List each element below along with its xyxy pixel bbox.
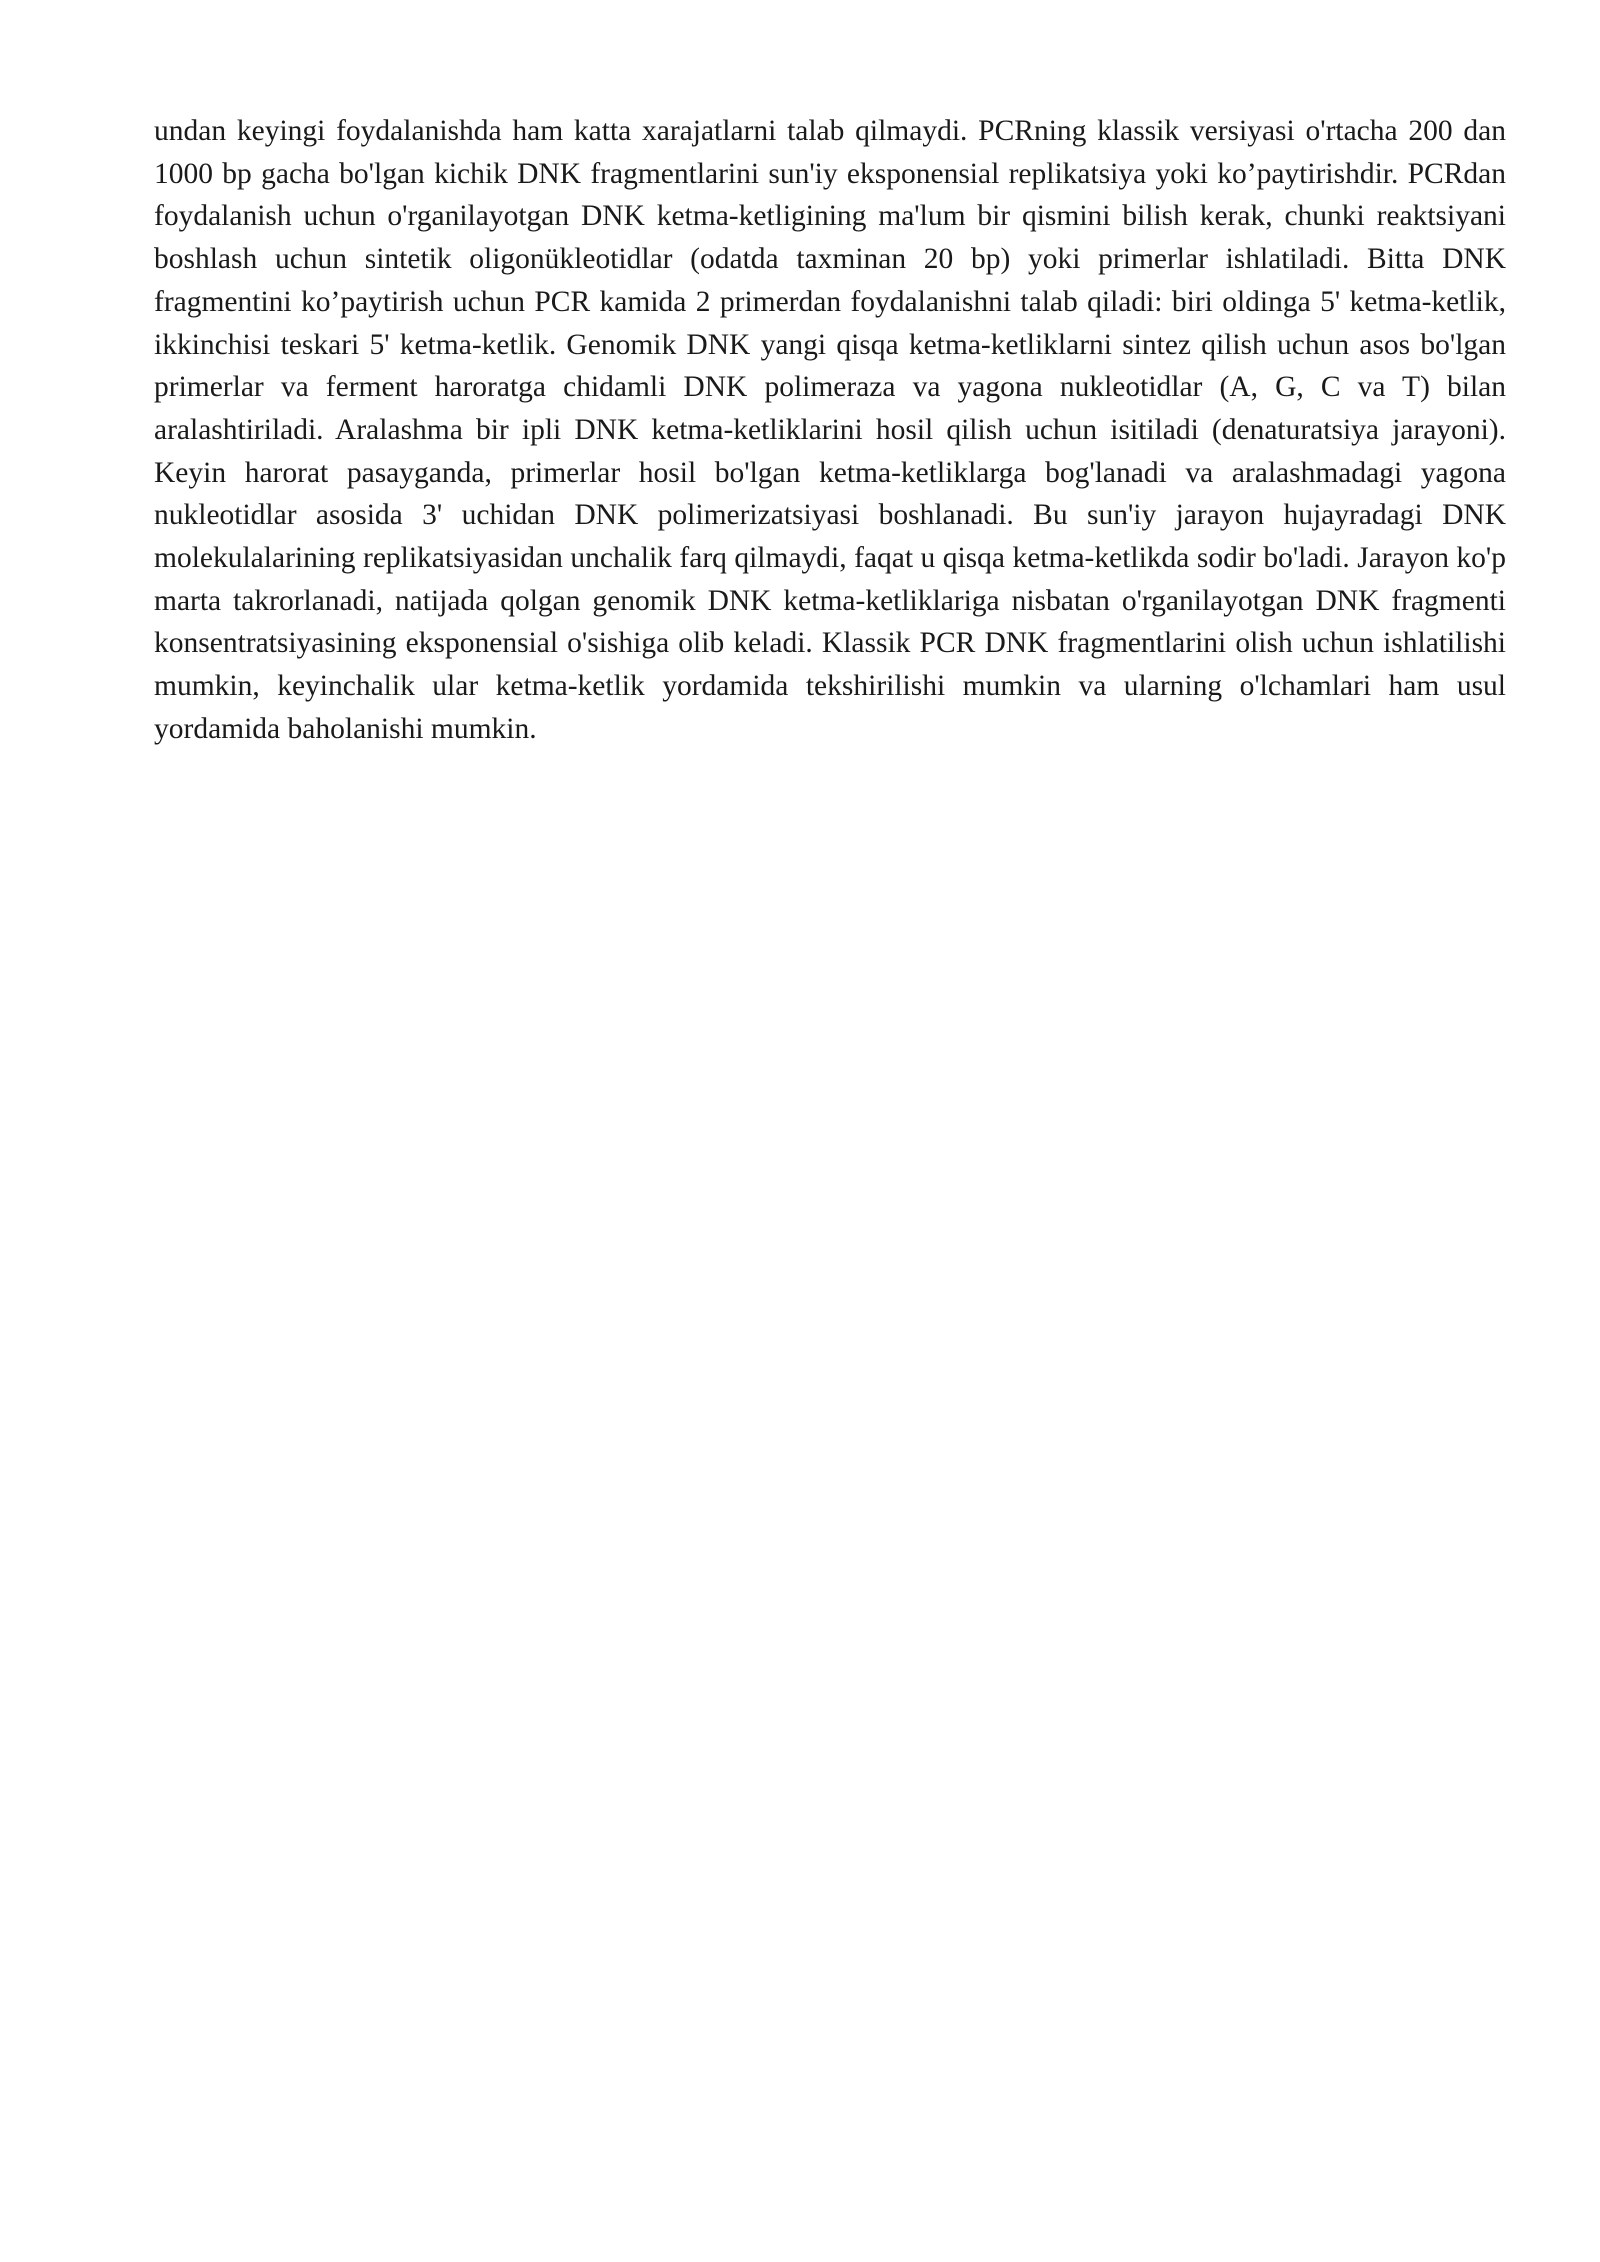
body-paragraph: undan keyingi foydalanishda ham katta xarajatlarni talab qilmaydi. PCRning klassik versiyasi o'rtacha 200 dan 1000 bp gacha bo'lgan kichik DNK fragmentlarini sun'iy eksponensial replikatsiya yoki ko’paytirishdir. PCRdan foydalanish uchun o'rganilayotgan DNK ketma-ketligining ma'lum bir qismini bilish kerak, chunki reaktsiyani boshlash uchun sintetik oligonükleotidlar (odatda taxminan 20 bp) yoki primerlar ishlatiladi. Bitta DNK fragmentini ko’paytirish uchun PCR kamida 2 primerdan foydalanishni talab qiladi: biri oldinga 5' ketma-ketlik, ikkinchisi teskari 5' ketma-ketlik. Genomik DNK yangi qisqa ketma-ketliklarni sintez qilish uchun asos bo'lgan primerlar va ferment haroratga chidamli DNK polimeraza va yagona nukleotidlar (A, G, C va T) bilan aralashtiriladi. Aralashma bir ipli DNK ketma-ketliklarini hosil qilish uchun isitiladi (denaturatsiya jarayoni). Keyin harorat pasayganda, primerlar hosil bo'lgan ketma-ketliklarga bog'lanadi va aralashmadagi yagona nukleotidlar asosida 3' uchidan DNK polimerizatsiyasi boshlanadi. Bu sun'iy jarayon hujayradagi DNK molekulalarining replikatsiyasidan unchalik farq qilmaydi, faqat u qisqa ketma-ketlikda sodir bo'ladi. Jarayon ko'p marta takrorlanadi, natijada qolgan genomik DNK ketma-ketliklariga nisbatan o'rganilayotgan DNK fragmenti konsentratsiyasining eksponensial o'sishiga olib keladi. Klassik PCR DNK fragmentlarini olish uchun ishlatilishi mumkin, keyinchalik ular ketma-ketlik yordamida tekshirilishi mumkin va ularning o'lchamlari ham usul yordamida baholanishi mumkin.	[154, 115, 1506, 745]
document-body	[154, 110, 1506, 751]
